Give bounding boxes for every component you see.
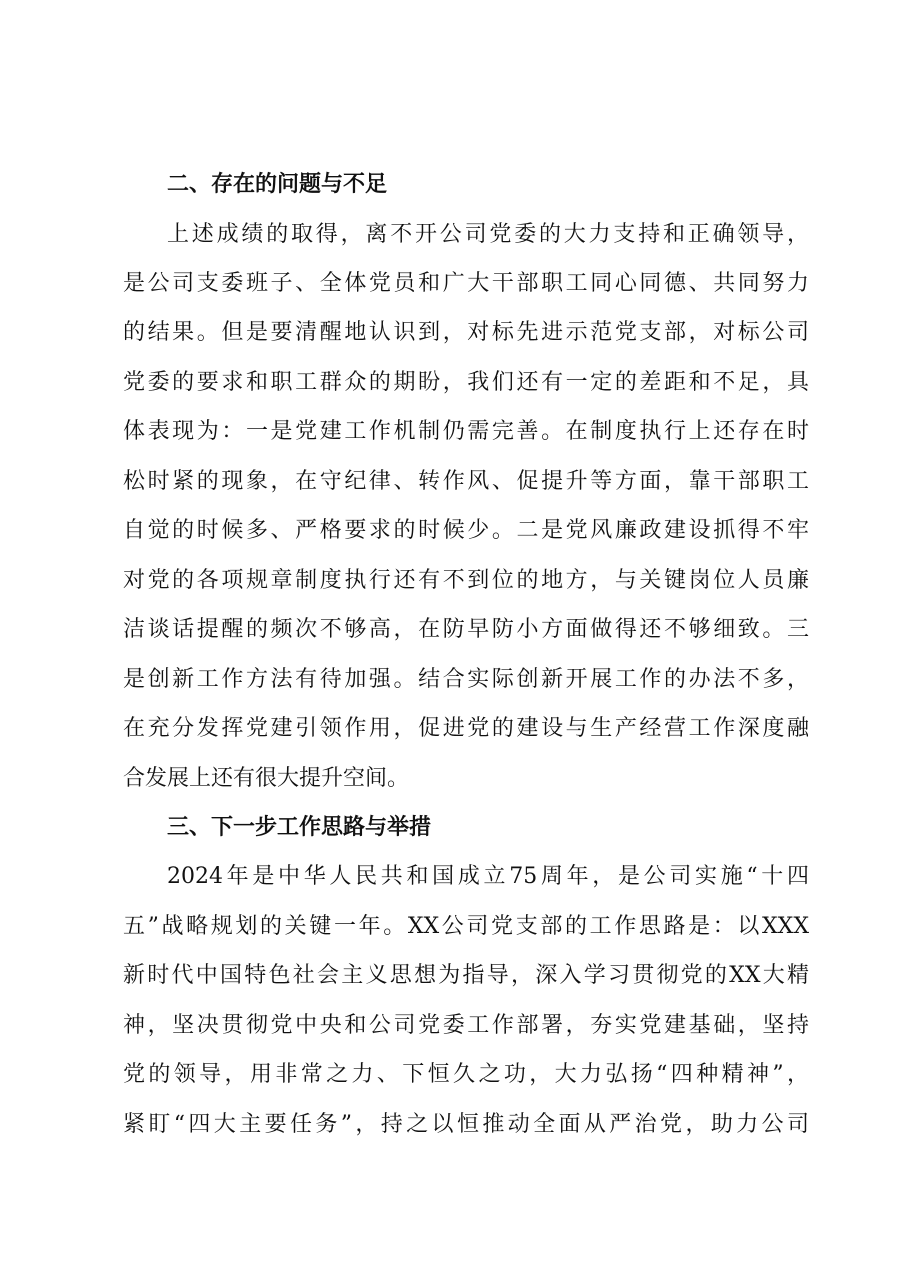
paragraph-line: 体表现为：一是党建工作机制仍需完善。在制度执行上还存在时 bbox=[123, 419, 809, 444]
paragraph-line: 合发展上还有很大提升空间。 bbox=[123, 766, 410, 791]
paragraph-line: 五”战略规划的关键一年。XX公司党支部的工作思路是：以XXX bbox=[123, 914, 809, 939]
paragraph-line: 是创新工作方法有待加强。结合实际创新开展工作的办法不多， bbox=[123, 667, 809, 692]
section-heading-next-steps: 三、下一步工作思路与举措 bbox=[167, 815, 432, 840]
paragraph-line: 对党的各项规章制度执行还有不到位的地方，与关键岗位人员廉 bbox=[123, 568, 809, 593]
paragraph-line: 神，坚决贯彻党中央和公司党委工作部署，夯实党建基础，坚持 bbox=[123, 1013, 809, 1038]
paragraph-line: 党的领导，用非常之力、下恒久之功，大力弘扬“四种精神”， bbox=[123, 1062, 809, 1087]
paragraph-line: 松时紧的现象，在守纪律、转作风、促提升等方面，靠干部职工 bbox=[123, 469, 809, 494]
paragraph-line: 上述成绩的取得，离不开公司党委的大力支持和正确领导， bbox=[167, 222, 809, 247]
paragraph-line: 自觉的时候多、严格要求的时候少。二是党风廉政建设抓得不牢 bbox=[123, 518, 809, 543]
paragraph-line: 2024年是中华人民共和国成立75周年，是公司实施“十四 bbox=[167, 864, 809, 889]
paragraph-line: 是公司支委班子、全体党员和广大干部职工同心同德、共同努力 bbox=[123, 271, 809, 296]
section-heading-problems: 二、存在的问题与不足 bbox=[167, 172, 388, 197]
paragraph-line: 新时代中国特色社会主义思想为指导，深入学习贯彻党的XX大精 bbox=[123, 963, 809, 988]
paragraph-line: 党委的要求和职工群众的期盼，我们还有一定的差距和不足，具 bbox=[123, 370, 809, 395]
paragraph-line: 洁谈话提醒的频次不够高，在防早防小方面做得还不够细致。三 bbox=[123, 617, 809, 642]
paragraph-line: 的结果。但是要清醒地认识到，对标先进示范党支部，对标公司 bbox=[123, 320, 809, 345]
paragraph-line: 在充分发挥党建引领作用，促进党的建设与生产经营工作深度融 bbox=[123, 716, 809, 741]
paragraph-line: 紧盯“四大主要任务”，持之以恒推动全面从严治党，助力公司 bbox=[123, 1112, 809, 1137]
